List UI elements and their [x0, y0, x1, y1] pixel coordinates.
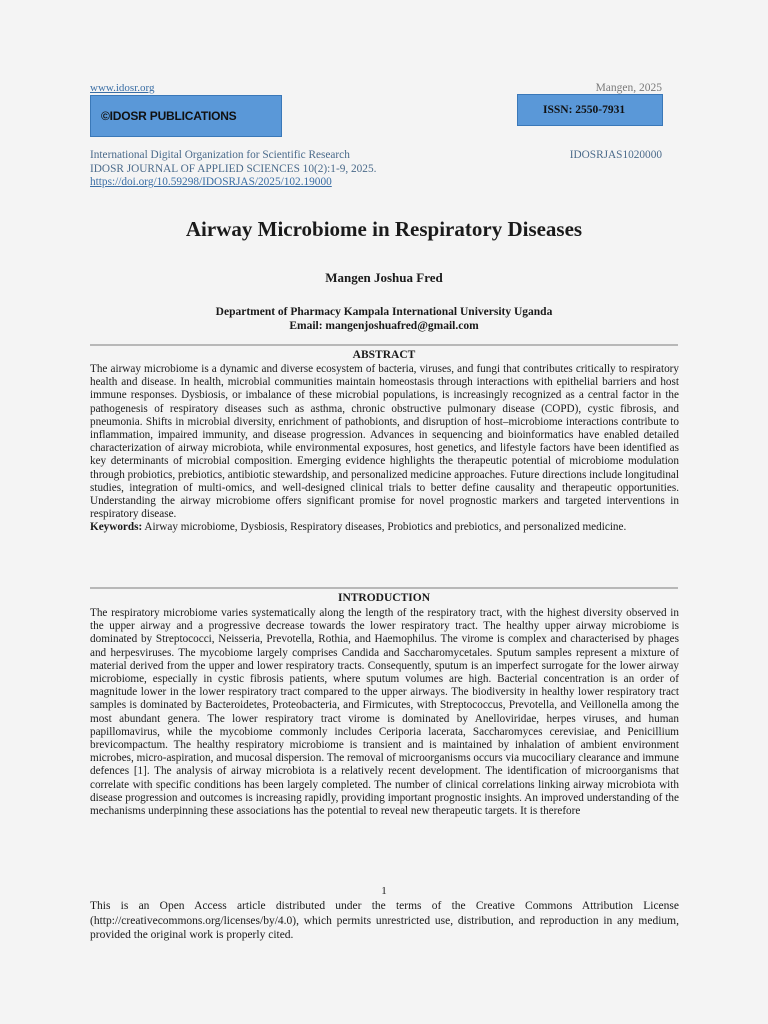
- journal-citation: IDOSR JOURNAL OF APPLIED SCIENCES 10(2):1-9, 2025.: [90, 162, 377, 175]
- keywords-text: Airway microbiome, Dysbiosis, Respiratory diseases, Probiotics and prebiotics, and personalized medicine.: [144, 521, 627, 534]
- introduction-body: The respiratory microbiome varies systematically along the length of the respiratory tract, with the highest diversity observed in the upper airway and a progressive decrease towards the lower respiratory tract. The healthy upper airway microbiome is dominated by Streptococci, Neisseria, Prevotella, Rothia, and Haemophilus. The virome is complex and characterised by phages and herpesviruses. The mycobiome largely comprises Candida and Saccharomycetales. Sputum samples represent a mixture of material derived from the upper and lower respiratory tracts. Consequently, sputum is an imperfect surrogate for the lower airway microbiome, especially in cystic fibrosis patients, where sputum volumes are high. Bacterial concentration is an order of magnitude lower in the lower respiratory tract compared to the upper airways. The biodiversity in healthy lower respiratory tract samples is dominated by Bacteroidetes, Proteobacteria, and Firmicutes, with Streptococcus, Prevotella, and Veillonella among the most abundant genera. The lower respiratory tract virome is dominated by Anelloviridae, herpes viruses, and human papillomavirus, while the mycobiome commonly includes Ceriporia lacerata, Saccharomyces cerevisiae, and Penicillium brevicompactum. The healthy respiratory microbiome is transient and is maintained by inhalation of ambient environment microbes, micro-aspiration, and mucosal dispersion. The removal of microorganisms occurs via mucociliary clearance and immune defences [1]. The analysis of airway microbiota is a relatively recent development. The identification of microorganisms that correlate with specific conditions has been largely completed. The number of clinical correlations linking airway microbiota with disease progression and outcomes is increasing rapidly, providing important prognostic insights. An improved understanding of the mechanisms underpinning these associations has the potential to reveal new therapeutic targets. It is therefore: [90, 607, 679, 818]
- license-note: This is an Open Access article distributed under the terms of the Creative Commons Attribution License (http://creativecommons.org/licenses/by/4.0), which permits unrestricted use, distribution, and reproduction in any medium, provided the original work is properly cited.: [90, 900, 679, 941]
- author-name: Mangen Joshua Fred: [325, 270, 443, 285]
- affiliation-line: Department of Pharmacy Kampala International University Uganda: [215, 306, 553, 318]
- keywords-label: Keywords:: [90, 521, 143, 534]
- intro-top-rule: [90, 587, 678, 589]
- author-email: Email: mangenjoshuafred@gmail.com: [289, 320, 479, 332]
- doi-link[interactable]: https://doi.org/10.59298/IDOSRJAS/2025/102.19000: [90, 176, 332, 188]
- abstract-text: The airway microbiome is a dynamic and diverse ecosystem of bacteria, viruses, and fungi that contributes critically to respiratory health and disease. In health, microbial communities maintain homeostasis through interactions with epithelial barriers and host immune responses. Dysbiosis, or imbalance of these microbial populations, is increasingly recognized as a central factor in the pathogenesis of respiratory diseases such as asthma, chronic obstructive pulmonary disease (COPD), cystic fibrosis, and pneumonia. Shifts in microbial diversity, enrichment of pathobionts, and disruption of host–microbiome interactions contribute to inflammation, impaired immunity, and disease progression. Advances in sequencing and bioinformatics have enabled detailed characterization of airway microbiota, while environmental exposures, host genetics, and lifestyle factors have been identified as key determinants of microbial composition. Emerging evidence highlights the therapeutic potential of microbiome modulation through probiotics, prebiotics, antibiotic stewardship, and personalized medicine approaches. Future directions include longitudinal studies, integration of multi-omics, and well-designed clinical trials to better define causality and therapeutic opportunities. Understanding the airway microbiome offers significant promise for novel prognostic markers and targeted interventions in respiratory disease.: [90, 363, 679, 521]
- introduction-heading: INTRODUCTION: [337, 592, 430, 604]
- header-date: Mangen, 2025: [595, 82, 662, 94]
- author-affiliation: [0, 305, 768, 333]
- site-link[interactable]: www.idosr.org: [90, 82, 155, 94]
- abstract-heading: ABSTRACT: [352, 349, 416, 361]
- publisher-badge: ©IDOSR PUBLICATIONS: [90, 95, 282, 137]
- article-title: Airway Microbiome in Respiratory Diseases: [185, 217, 583, 241]
- issn-badge: ISSN: 2550-7931: [517, 94, 663, 126]
- keywords: [90, 521, 679, 534]
- org-name: International Digital Organization for Scientific Research: [90, 149, 350, 161]
- journal-id: IDOSRJAS1020000: [569, 149, 662, 161]
- journal-info: [90, 149, 662, 190]
- page-number: 1: [381, 885, 387, 897]
- abstract-body: [90, 363, 679, 535]
- abstract-top-rule: [90, 344, 678, 346]
